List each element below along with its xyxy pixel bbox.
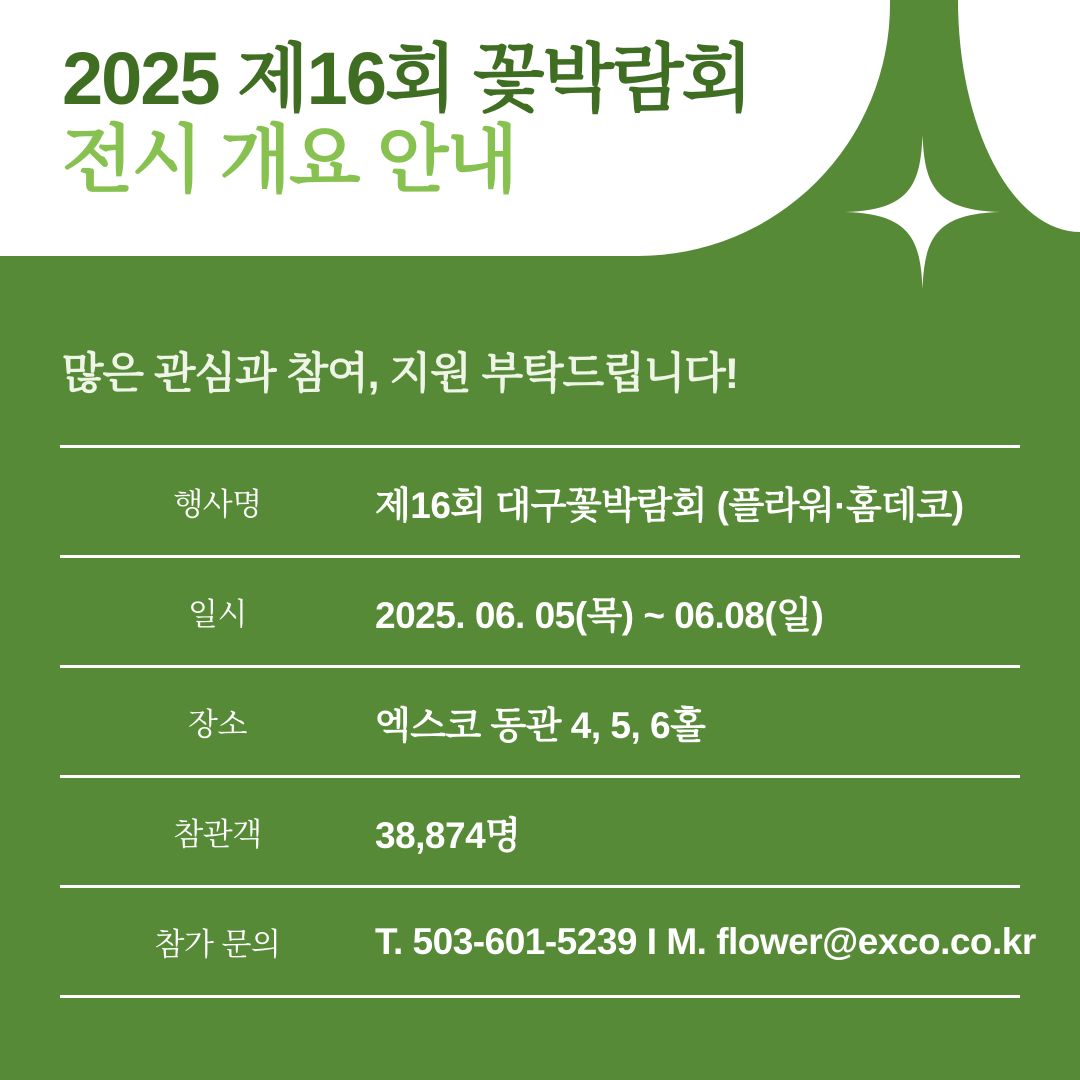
table-row-visitors — [60, 775, 1020, 885]
row-label: 행사명 — [173, 487, 262, 522]
poster-title — [62, 38, 751, 201]
table-row-date — [60, 555, 1020, 665]
row-value: 2025. 06. 05(목) ~ 06.08(일) — [375, 594, 824, 636]
poster-title-line2: 전시 개요 안내 — [62, 118, 517, 202]
row-value: 38,874명 — [375, 814, 521, 856]
poster-subtitle: 많은 관심과 참여, 지원 부탁드립니다! — [62, 350, 739, 398]
table-row-event-name — [60, 445, 1020, 555]
row-value: 엑스코 동관 4, 5, 6홀 — [375, 704, 706, 746]
row-label: 참관객 — [173, 817, 262, 852]
row-label: 일시 — [188, 597, 247, 632]
table-row-contact — [60, 885, 1036, 995]
sparkle-icon — [845, 133, 1000, 291]
table-row-venue — [60, 665, 1020, 775]
row-label: 장소 — [188, 707, 247, 742]
info-table — [60, 445, 1036, 998]
poster-title-line1: 2025 제16회 꽃박람회 — [62, 37, 751, 120]
row-value: 제16회 대구꽃박람회 (플라워·홈데코) — [375, 484, 964, 526]
row-value: T. 503-601-5239 I M. flower@exco.co.kr — [375, 920, 1036, 962]
row-label: 참가 문의 — [154, 927, 281, 962]
